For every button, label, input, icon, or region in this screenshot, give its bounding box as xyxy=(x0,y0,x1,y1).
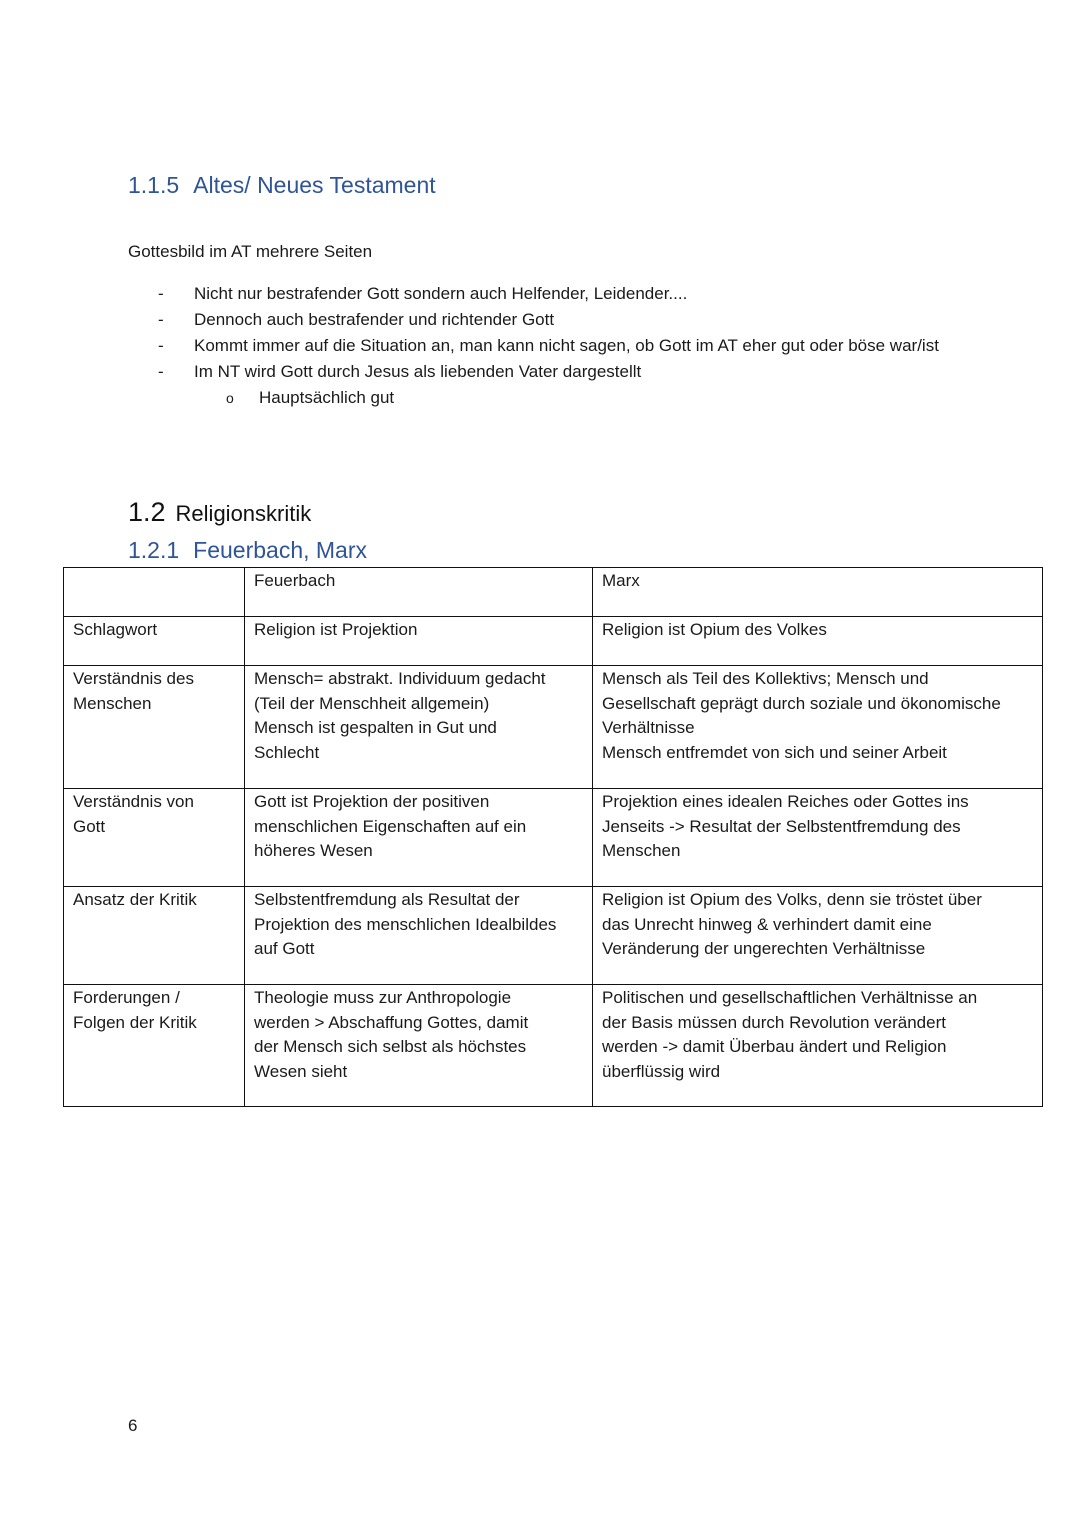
header-cell-feuerbach: Feuerbach xyxy=(245,568,593,617)
dash-marker: - xyxy=(158,310,164,329)
section-heading-1-2-1 xyxy=(128,537,367,564)
feuerbach-cell: Religion ist Projektion xyxy=(245,617,593,666)
marx-cell: Religion ist Opium des Volkes xyxy=(593,617,1043,666)
marx-cell: Politischen und gesellschaftlichen Verhältnisse an der Basis müssen durch Revolution verändert werden -> damit Überbau ändert und Religion überflüssig wird xyxy=(593,985,1043,1107)
row-label-cell: Verständnis von Gott xyxy=(64,789,245,887)
list-item: - Im NT wird Gott durch Jesus als liebenden Vater dargestellt xyxy=(128,359,948,385)
table-row xyxy=(64,887,1043,985)
row-label-cell: Schlagwort xyxy=(64,617,245,666)
intro-paragraph: Gottesbild im AT mehrere Seiten xyxy=(128,242,373,261)
section-number: 1.1.5 xyxy=(128,172,180,198)
feuerbach-cell: Gott ist Projektion der positiven menschlichen Eigenschaften auf ein höheres Wesen xyxy=(245,789,593,887)
row-label-cell: Verständnis des Menschen xyxy=(64,666,245,789)
sub-list-item: o Hauptsächlich gut xyxy=(128,385,948,411)
section-heading-1-2 xyxy=(128,497,311,528)
page-number: 6 xyxy=(128,1416,138,1435)
section-title: Altes/ Neues Testament xyxy=(193,172,436,198)
dash-marker: - xyxy=(158,336,164,355)
section-number: 1.2.1 xyxy=(128,537,180,563)
dash-marker: - xyxy=(158,284,164,303)
section-title: Feuerbach, Marx xyxy=(193,537,368,563)
table-row xyxy=(64,617,1043,666)
comparison-table xyxy=(63,567,1043,1107)
bullet-list xyxy=(128,281,948,411)
section-heading-1-1-5 xyxy=(128,172,436,199)
feuerbach-cell: Mensch= abstrakt. Individuum gedacht (Teil der Menschheit allgemein) Mensch ist gespalten in Gut und Schlecht xyxy=(245,666,593,789)
section-number: 1.2 xyxy=(128,497,166,527)
table-row xyxy=(64,985,1043,1107)
circle-marker: o xyxy=(226,390,234,406)
table-header-row xyxy=(64,568,1043,617)
dash-marker: - xyxy=(158,362,164,381)
list-item: - Nicht nur bestrafender Gott sondern auch Helfender, Leidender.... xyxy=(128,281,948,307)
header-cell-marx: Marx xyxy=(593,568,1043,617)
list-item: - Dennoch auch bestrafender und richtender Gott xyxy=(128,307,948,333)
list-item: - Kommt immer auf die Situation an, man kann nicht sagen, ob Gott im AT eher gut oder böse war/ist xyxy=(128,333,948,359)
row-label-cell: Forderungen / Folgen der Kritik xyxy=(64,985,245,1107)
row-label-cell: Ansatz der Kritik xyxy=(64,887,245,985)
table-row xyxy=(64,789,1043,887)
marx-cell: Projektion eines idealen Reiches oder Gottes ins Jenseits -> Resultat der Selbstentfremdung des Menschen xyxy=(593,789,1043,887)
marx-cell: Religion ist Opium des Volks, denn sie tröstet über das Unrecht hinweg & verhindert damit eine Veränderung der ungerechten Verhältnisse xyxy=(593,887,1043,985)
header-cell-empty xyxy=(64,568,245,617)
feuerbach-cell: Selbstentfremdung als Resultat der Projektion des menschlichen Idealbildes auf Gott xyxy=(245,887,593,985)
marx-cell: Mensch als Teil des Kollektivs; Mensch und Gesellschaft geprägt durch soziale und ökonomische Verhältnisse Mensch entfremdet von sich und seiner Arbeit xyxy=(593,666,1043,789)
table-row xyxy=(64,666,1043,789)
feuerbach-cell: Theologie muss zur Anthropologie werden > Abschaffung Gottes, damit der Mensch sich selbst als höchstes Wesen sieht xyxy=(245,985,593,1107)
section-title: Religionskritik xyxy=(175,501,312,526)
